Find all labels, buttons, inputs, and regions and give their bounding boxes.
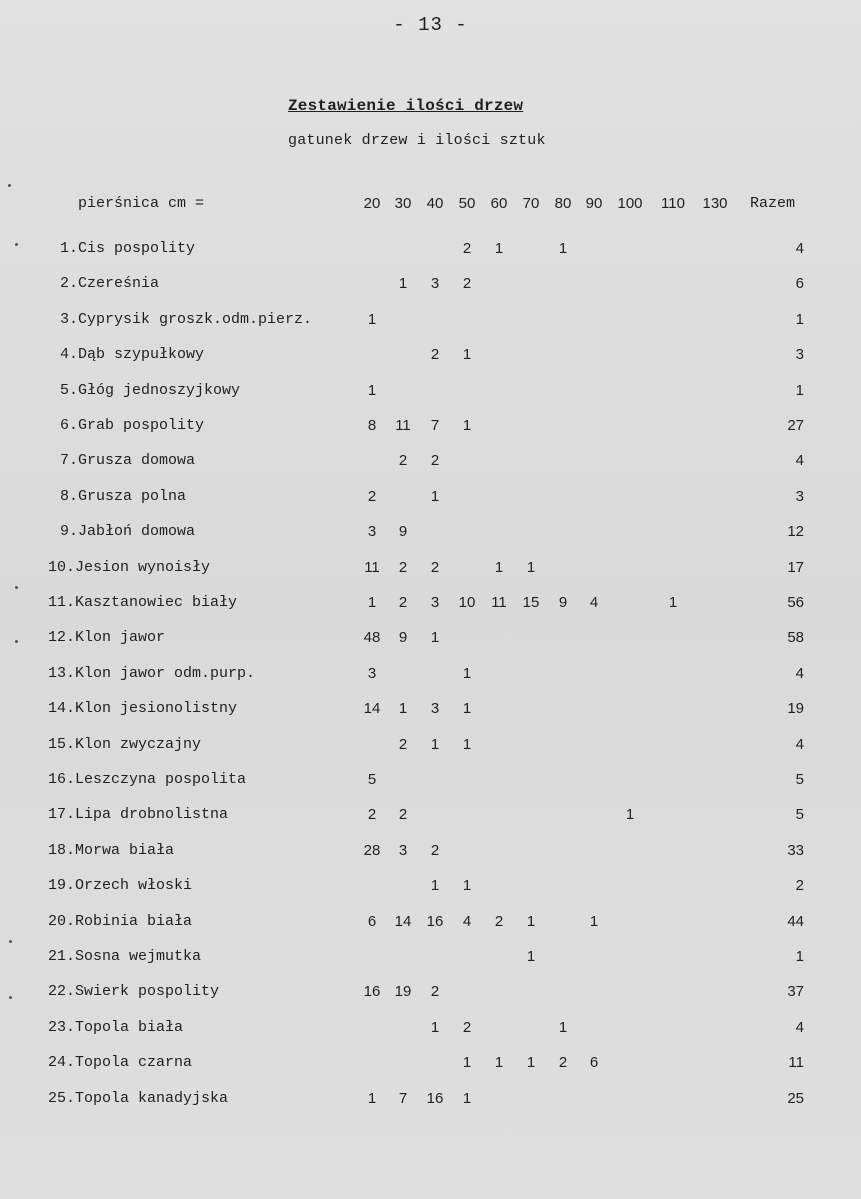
count-cell: 14	[394, 913, 412, 930]
count-cell: 5	[367, 771, 377, 788]
count-cell: 9	[398, 523, 408, 540]
count-cell: 1	[462, 877, 472, 894]
count-cell: 11	[491, 594, 507, 611]
count-cell: 1	[367, 311, 377, 328]
row-total: 4	[795, 452, 804, 469]
count-cell: 1	[398, 275, 408, 292]
count-cell: 2	[494, 913, 504, 930]
count-cell: 2	[430, 842, 440, 859]
row-total: 4	[795, 1019, 804, 1036]
diameter-column-header: 60	[490, 195, 508, 212]
diameter-column-header: 100	[617, 195, 643, 212]
count-cell: 1	[558, 1019, 568, 1036]
count-cell: 2	[462, 275, 472, 292]
count-cell: 11	[364, 559, 380, 576]
scan-speck	[15, 586, 18, 589]
count-cell: 1	[494, 559, 504, 576]
species-name: 20.Robinia biała	[48, 913, 193, 930]
species-name: 13.Klon jawor odm.purp.	[48, 665, 256, 682]
diameter-column-header: 80	[554, 195, 572, 212]
scan-speck	[9, 996, 12, 999]
species-name: 3.Cyprysik groszk.odm.pierz.	[60, 311, 313, 328]
count-cell: 1	[589, 913, 599, 930]
count-cell: 1	[367, 594, 377, 611]
total-column-header: Razem	[750, 195, 796, 212]
count-cell: 2	[367, 488, 377, 505]
count-cell: 2	[398, 559, 408, 576]
species-name: 10.Jesion wynoisły	[48, 559, 211, 576]
species-name: 1.Cis pospolity	[60, 240, 196, 257]
count-cell: 9	[558, 594, 568, 611]
row-total: 2	[795, 877, 804, 894]
species-name: 19.Orzech włoski	[48, 877, 193, 894]
species-name: 2.Czereśnia	[60, 275, 160, 292]
species-name: 24.Topola czarna	[48, 1054, 193, 1071]
count-cell: 19	[394, 983, 412, 1000]
row-total: 4	[795, 240, 804, 257]
species-name: 21.Sosna wejmutka	[48, 948, 202, 965]
count-cell: 4	[589, 594, 599, 611]
count-cell: 11	[395, 417, 411, 434]
count-cell: 1	[558, 240, 568, 257]
count-cell: 1	[430, 488, 440, 505]
species-name: 22.Swierk pospolity	[48, 983, 220, 1000]
row-total: 5	[795, 771, 804, 788]
scan-speck	[15, 243, 18, 246]
diameter-column-header: 90	[585, 195, 603, 212]
count-cell: 1	[398, 700, 408, 717]
row-total: 44	[787, 913, 804, 930]
count-cell: 1	[625, 806, 635, 823]
species-name: 8.Grusza polna	[60, 488, 187, 505]
diameter-column-header: 70	[522, 195, 540, 212]
row-total: 25	[787, 1090, 804, 1107]
count-cell: 3	[398, 842, 408, 859]
count-cell: 1	[668, 594, 678, 611]
diameter-column-header: 40	[426, 195, 444, 212]
count-cell: 7	[398, 1090, 408, 1107]
count-cell: 1	[430, 1019, 440, 1036]
row-total: 3	[795, 346, 804, 363]
diameter-column-header: 20	[363, 195, 381, 212]
count-cell: 2	[462, 1019, 472, 1036]
species-name: 18.Morwa biała	[48, 842, 175, 859]
count-cell: 7	[430, 417, 440, 434]
count-cell: 3	[430, 594, 440, 611]
species-name: 5.Głóg jednoszyjkowy	[60, 382, 241, 399]
diameter-column-header: 50	[458, 195, 476, 212]
diameter-column-header: 110	[661, 195, 685, 212]
count-cell: 16	[363, 983, 381, 1000]
count-cell: 16	[426, 913, 444, 930]
count-cell: 9	[398, 629, 408, 646]
diameter-column-header: 130	[702, 195, 728, 212]
row-total: 37	[787, 983, 804, 1000]
species-name: 9.Jabłoń domowa	[60, 523, 196, 540]
count-cell: 1	[462, 736, 472, 753]
row-total: 58	[787, 629, 804, 646]
count-cell: 4	[462, 913, 472, 930]
count-cell: 2	[430, 983, 440, 1000]
count-cell: 2	[398, 806, 408, 823]
count-cell: 3	[367, 523, 377, 540]
row-total: 12	[787, 523, 804, 540]
count-cell: 2	[430, 346, 440, 363]
row-total: 1	[795, 382, 804, 399]
count-cell: 14	[363, 700, 381, 717]
species-name: 23.Topola biała	[48, 1019, 184, 1036]
row-total: 33	[787, 842, 804, 859]
count-cell: 1	[430, 629, 440, 646]
count-cell: 1	[462, 346, 472, 363]
count-cell: 1	[526, 913, 536, 930]
count-cell: 2	[398, 736, 408, 753]
species-name: 25.Topola kanadyjska	[48, 1090, 229, 1107]
diameter-header-label: pierśnica cm =	[78, 195, 205, 212]
count-cell: 48	[363, 629, 381, 646]
row-total: 4	[795, 736, 804, 753]
count-cell: 2	[430, 559, 440, 576]
count-cell: 1	[462, 417, 472, 434]
count-cell: 2	[398, 594, 408, 611]
species-name: 14.Klon jesionolistny	[48, 700, 238, 717]
count-cell: 1	[367, 1090, 377, 1107]
count-cell: 2	[462, 240, 472, 257]
row-total: 4	[795, 665, 804, 682]
document-title: Zestawienie ilości drzew	[288, 97, 524, 115]
species-name: 17.Lipa drobnolistna	[48, 806, 229, 823]
count-cell: 28	[363, 842, 381, 859]
row-total: 1	[795, 948, 804, 965]
row-total: 6	[795, 275, 804, 292]
count-cell: 6	[367, 913, 377, 930]
count-cell: 1	[526, 948, 536, 965]
count-cell: 10	[458, 594, 476, 611]
count-cell: 1	[462, 1054, 472, 1071]
species-name: 16.Leszczyna pospolita	[48, 771, 247, 788]
count-cell: 1	[430, 877, 440, 894]
count-cell: 2	[398, 452, 408, 469]
count-cell: 15	[522, 594, 540, 611]
species-name: 7.Grusza domowa	[60, 452, 196, 469]
scan-speck	[15, 640, 18, 643]
count-cell: 3	[430, 700, 440, 717]
row-total: 19	[787, 700, 804, 717]
row-total: 27	[787, 417, 804, 434]
scan-speck	[8, 184, 11, 187]
count-cell: 2	[430, 452, 440, 469]
count-cell: 8	[367, 417, 377, 434]
count-cell: 1	[430, 736, 440, 753]
count-cell: 1	[462, 665, 472, 682]
species-name: 6.Grab pospolity	[60, 417, 205, 434]
count-cell: 1	[367, 382, 377, 399]
row-total: 56	[787, 594, 804, 611]
row-total: 1	[795, 311, 804, 328]
species-name: 4.Dąb szypułkowy	[60, 346, 205, 363]
count-cell: 2	[367, 806, 377, 823]
scan-speck	[9, 940, 12, 943]
row-total: 3	[795, 488, 804, 505]
count-cell: 3	[367, 665, 377, 682]
count-cell: 1	[462, 700, 472, 717]
count-cell: 16	[426, 1090, 444, 1107]
count-cell: 1	[526, 559, 536, 576]
page-number: - 13 -	[393, 14, 468, 36]
count-cell: 3	[430, 275, 440, 292]
count-cell: 1	[494, 240, 504, 257]
count-cell: 1	[462, 1090, 472, 1107]
count-cell: 6	[589, 1054, 599, 1071]
count-cell: 2	[558, 1054, 568, 1071]
count-cell: 1	[494, 1054, 504, 1071]
row-total: 17	[787, 559, 804, 576]
row-total: 11	[788, 1054, 804, 1071]
species-name: 12.Klon jawor	[48, 629, 166, 646]
row-total: 5	[795, 806, 804, 823]
document-subtitle: gatunek drzew i ilości sztuk	[288, 132, 546, 149]
species-name: 15.Klon zwyczajny	[48, 736, 202, 753]
species-name: 11.Kasztanowiec biały	[48, 594, 238, 611]
count-cell: 1	[526, 1054, 536, 1071]
diameter-column-header: 30	[394, 195, 412, 212]
